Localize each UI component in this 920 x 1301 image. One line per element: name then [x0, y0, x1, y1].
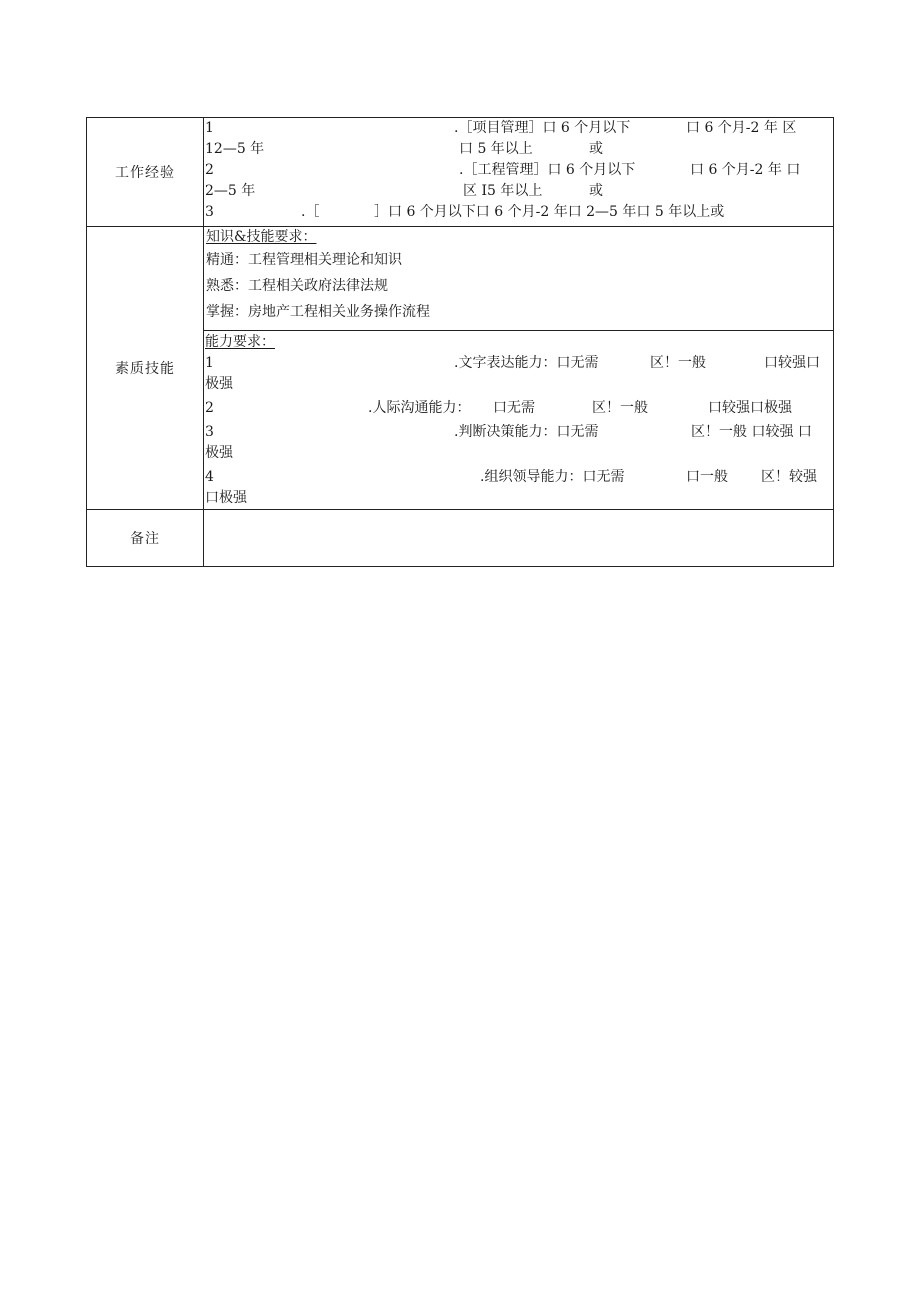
knowledge-section [204, 227, 833, 331]
experience-text: .［工程管理］口 6 个月以下 [459, 162, 636, 178]
ability-title: 能力要求： [205, 334, 275, 350]
experience-text: 或 [589, 141, 603, 157]
skills-row [87, 227, 833, 510]
ability-text: 口较强口 [764, 355, 820, 371]
experience-line [204, 181, 833, 202]
ability-text: 1 [205, 355, 214, 371]
ability-text: .组织领导能力：口无需 [480, 469, 625, 485]
experience-row [87, 118, 833, 227]
ability-section [204, 331, 833, 509]
experience-line [204, 118, 833, 139]
ability-line [204, 488, 833, 509]
ability-text: .文字表达能力：口无需 [454, 355, 599, 371]
experience-text: 12—5 年 [205, 141, 265, 157]
ability-text: 区！一般 口较强 口 [691, 424, 812, 440]
ability-line [204, 398, 833, 419]
ability-text: 4 [205, 469, 214, 485]
ability-text: .判断决策能力：口无需 [454, 424, 599, 440]
remarks-content [204, 510, 833, 566]
experience-label: 工作经验 [87, 118, 204, 226]
ability-line [204, 353, 833, 374]
experience-text: .［ [301, 204, 320, 220]
ability-text: 口无需 [493, 400, 535, 416]
ability-line [204, 467, 833, 488]
knowledge-item: 掌握：房地产工程相关业务操作流程 [206, 304, 430, 320]
experience-text: .［项目管理］口 6 个月以下 [454, 120, 631, 136]
remarks-label: 备注 [87, 510, 204, 566]
experience-text: ］口 6 个月以下口 6 个月-2 年口 2—5 年口 5 年以上或 [374, 204, 725, 220]
experience-text: 区 I5 年以上 [463, 183, 543, 199]
experience-line [204, 160, 833, 181]
ability-text: 3 [205, 424, 214, 440]
knowledge-item: 熟悉：工程相关政府法律法规 [206, 278, 388, 294]
ability-text: 口极强 [205, 490, 247, 506]
knowledge-title: 知识&技能要求： [206, 229, 317, 245]
ability-text: 区！一般 [650, 355, 706, 371]
ability-text: 极强 [205, 445, 233, 461]
experience-text: 2 [205, 162, 214, 178]
experience-text: 口 6 个月-2 年 区 [686, 120, 797, 136]
experience-line [204, 139, 833, 160]
experience-line [204, 202, 833, 223]
ability-text: .人际沟通能力： [368, 400, 471, 416]
ability-text: 口较强口极强 [708, 400, 792, 416]
ability-text: 区！较强 [761, 469, 817, 485]
remarks-row [87, 510, 833, 566]
ability-line [204, 443, 833, 464]
experience-text: 1 [205, 120, 214, 136]
experience-text: 2—5 年 [205, 183, 256, 199]
ability-line [204, 374, 833, 395]
ability-line [204, 422, 833, 443]
ability-text: 口一般 [686, 469, 728, 485]
knowledge-item: 精通：工程管理相关理论和知识 [206, 252, 402, 268]
experience-text: 或 [589, 183, 603, 199]
skills-content [204, 227, 833, 509]
experience-text: 口 6 个月-2 年 口 [690, 162, 801, 178]
ability-text: 区！一般 [592, 400, 648, 416]
ability-text: 2 [205, 400, 214, 416]
experience-text: 3 [205, 204, 214, 220]
experience-text: 口 5 年以上 [459, 141, 533, 157]
ability-text: 极强 [205, 376, 233, 392]
job-requirements-table [86, 117, 834, 567]
experience-content [204, 118, 833, 226]
skills-label: 素质技能 [87, 227, 204, 509]
